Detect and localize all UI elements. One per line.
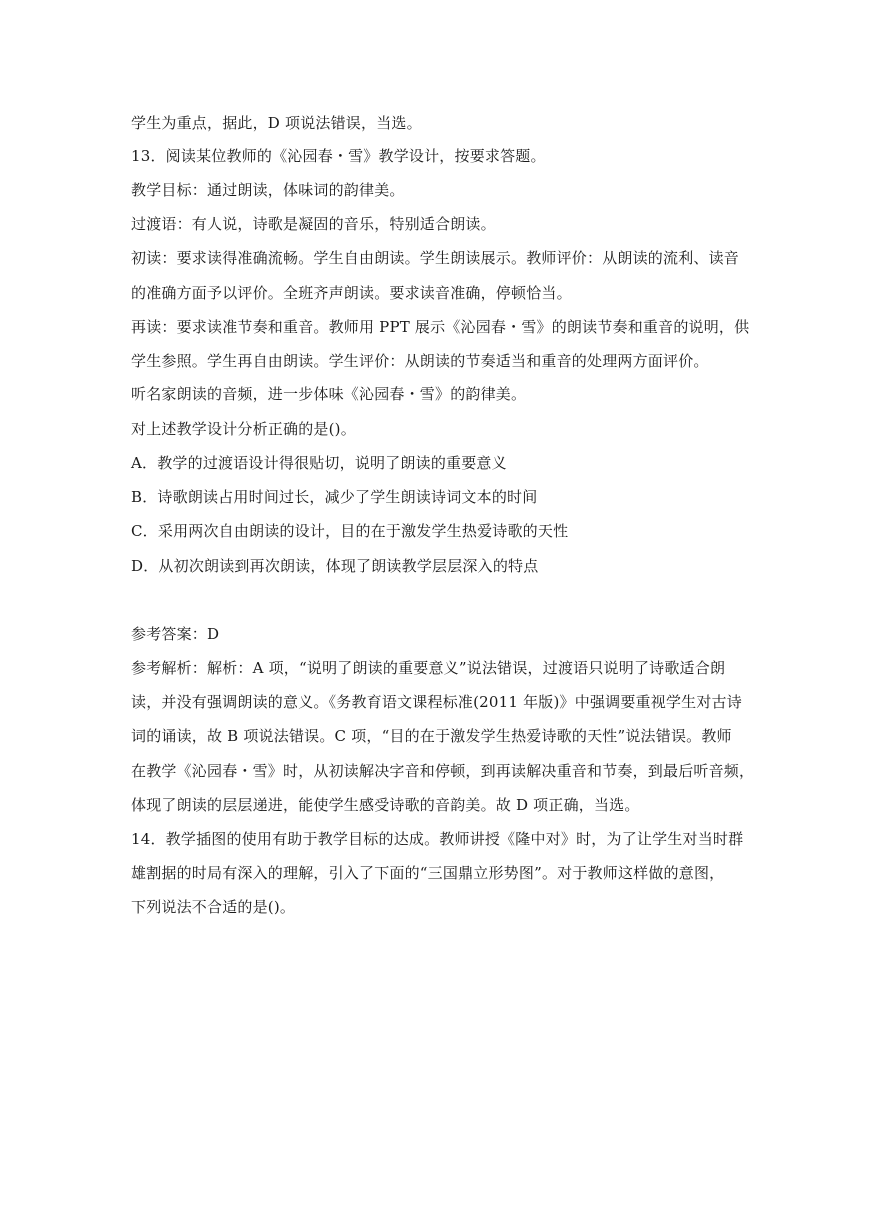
text-line: 初读：要求读得准确流畅。学生自由朗读。学生朗读展示。教师评价：从朗读的流利、读音	[131, 249, 740, 267]
option-b: B．诗歌朗读占用时间过长，减少了学生朗读诗词文本的时间	[131, 488, 538, 506]
question-13-prompt: 对上述教学设计分析正确的是()。	[131, 420, 356, 438]
option-d: D．从初次朗读到再次朗读，体现了朗读教学层层深入的特点	[131, 557, 539, 575]
text-line: 再读：要求读准节奏和重音。教师用 PPT 展示《沁园春・雪》的朗读节奏和重音的说明，供	[131, 318, 750, 336]
text-line: 听名家朗读的音频，进一步体味《沁园春・雪》的韵律美。	[131, 385, 527, 403]
text-line: 教学目标：通过朗读，体味词的韵律美。	[131, 181, 405, 199]
text-line: 在教学《沁园春・雪》时，从初读解决字音和停顿，到再读解决重音和节奏，到最后听音频，	[131, 762, 755, 780]
text-line: 读，并没有强调朗读的意义。《务教育语文课程标准(2011 年版)》中强调要重视学生对古诗	[131, 693, 742, 711]
text-line: 学生为重点，据此，D 项说法错误，当选。	[131, 114, 422, 132]
text-line: 过渡语：有人说，诗歌是凝固的音乐，特别适合朗读。	[131, 215, 496, 233]
text-line: 词的诵读，故 B 项说法错误。C 项，“目的在于激发学生热爱诗歌的天性”说法错误。教师	[131, 727, 732, 745]
text-line: 下列说法不合适的是()。	[131, 898, 296, 916]
question-13-stem: 13．阅读某位教师的《沁园春・雪》教学设计，按要求答题。	[131, 147, 546, 165]
reference-answer: 参考答案：D	[131, 625, 220, 643]
reference-analysis: 参考解析：解析：A 项，“说明了朗读的重要意义”说法错误，过渡语只说明了诗歌适合朗	[131, 659, 726, 677]
text-line: 的准确方面予以评价。全班齐声朗读。要求读音准确，停顿恰当。	[131, 284, 572, 302]
text-line: 雄割据的时局有深入的理解，引入了下面的“三国鼎立形势图”。对于教师这样做的意图，	[131, 864, 725, 882]
option-a: A．教学的过渡语设计得很贴切，说明了朗读的重要意义	[131, 454, 507, 472]
question-14-stem: 14．教学插图的使用有助于教学目标的达成。教师讲授《隆中对》时，为了让学生对当时群	[131, 830, 744, 848]
text-line: 学生参照。学生再自由朗读。学生评价：从朗读的节奏适当和重音的处理两方面评价。	[131, 352, 709, 370]
option-c: C．采用两次自由朗读的设计，目的在于激发学生热爱诗歌的天性	[131, 522, 569, 540]
text-line: 体现了朗读的层层递进，能使学生感受诗歌的音韵美。故 D 项正确，当选。	[131, 796, 640, 814]
